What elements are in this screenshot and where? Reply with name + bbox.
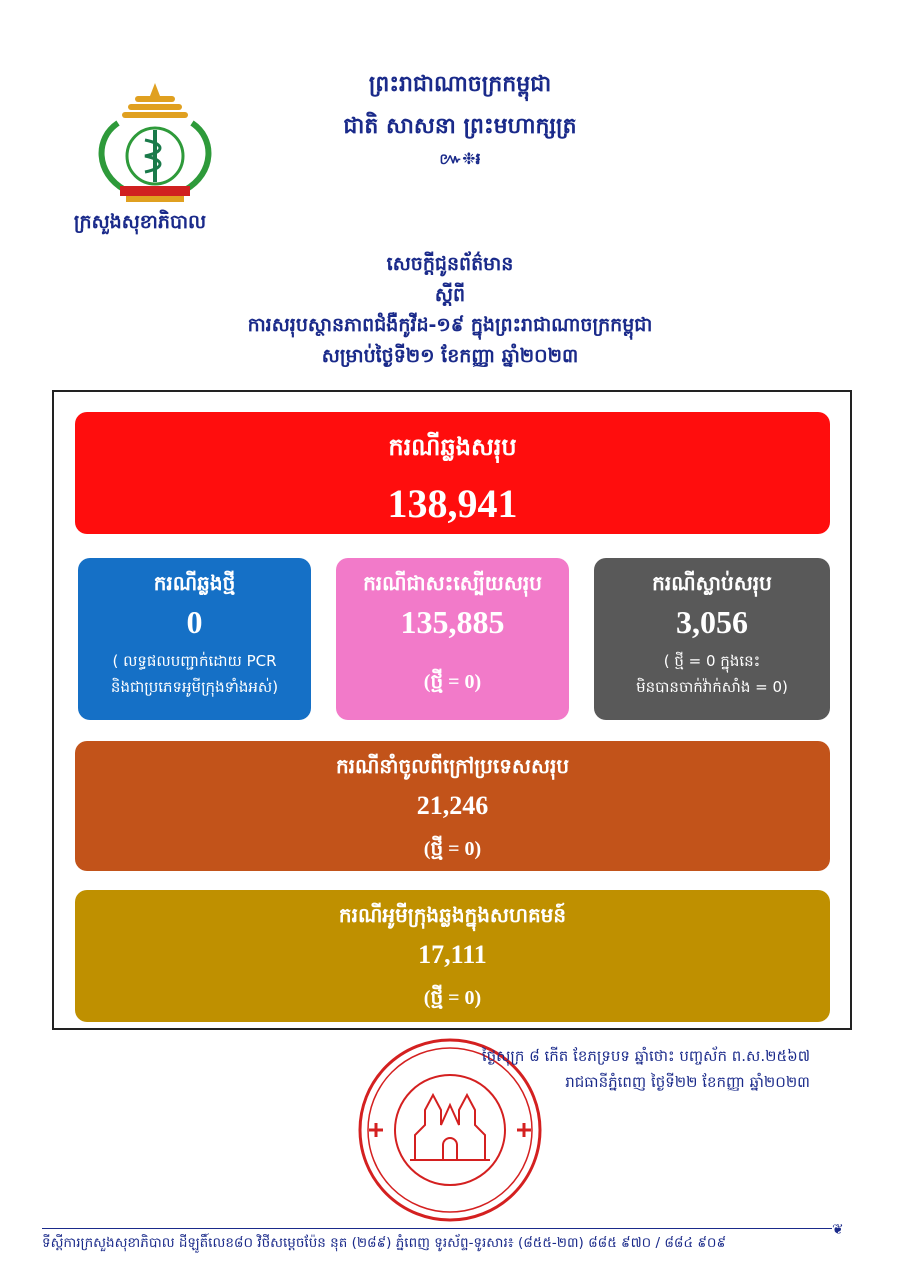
community-cases-card [75,890,830,1022]
solar-date: រាជធានីភ្នំពេញ ថ្ងៃទី២២ ខែកញ្ញា ឆ្នាំ២០២៣ [565,1073,810,1091]
imported-cases-label: ករណីនាំចូលពីក្រៅប្រទេសសរុប [335,754,570,778]
recovered-label: ករណីជាសះស្បើយសរុប [363,571,542,595]
new-cases-note [84,648,305,700]
recovered-new: (ថ្មី = 0) [423,671,482,693]
date-block [430,1043,810,1095]
ministry-name: ក្រសួងសុខាភិបាល [73,211,207,233]
community-cases-label: ករណីអូមីក្រុងឆ្លងក្នុងសហគមន៍ [338,903,567,927]
new-cases-note-line2: និងជាប្រភេទអូមីក្រុងទាំងអស់) [110,678,279,696]
community-cases-new: (ថ្មី = 0) [423,987,482,1009]
recovered-value: 135,885 [400,604,505,640]
title-subject: ការសរុបស្ថានភាពជំងឺកូវីដ-១៩ ក្នុងព្រះរាជាណាចក្រកម្ពុជា [247,314,653,336]
imported-cases-value: 21,246 [416,791,489,820]
community-cases-value: 17,111 [418,940,487,969]
deaths-label: ករណីស្លាប់សរុប [652,571,772,595]
new-cases-note-line1: ( លទ្ធផលបញ្ជាក់ដោយ PCR [112,652,277,670]
document-title: សេចក្ដីជូនព័ត៌មាន [386,253,514,275]
new-cases-label: ករណីឆ្លងថ្មី [153,571,236,595]
imported-cases-card [75,741,830,871]
deaths-note [600,648,824,700]
lunar-date: ថ្ងៃសុក្រ ៨ កើត ខែភទ្របទ ឆ្នាំថោះ បញ្ចស័ក ព.ស.២៥៦៧ [481,1047,810,1065]
deaths-note-line1: ( ថ្មី = 0 ក្នុងនេះ [663,652,761,670]
recovered-card [336,558,569,720]
ministry-logo-icon [80,78,230,208]
new-cases-value: 0 [186,604,203,640]
footer-address: ទីស្ដីការក្រសួងសុខាភិបាល ដីឡូតិ៍លេខ៨០ វិថីសម្ដេចប៉ែន នុត (២៨៩) ភ្នំពេញ ទូរស័ព្ទ-ទូរសារ៖ (៨៥៥-២៣) ៨៨៥ ៩៧០ / ៨៨៤ ៩០៩ [42,1235,727,1251]
ornament-divider: ៚❉៛ [439,149,481,168]
total-cases-label: ករណីឆ្លងសរុប [388,433,517,461]
footer-divider [42,1228,832,1229]
total-cases-card [75,412,830,534]
footer-ornament-icon: ❦ [832,1222,844,1238]
title-date: សម្រាប់ថ្ងៃទី២១ ខែកញ្ញា ឆ្នាំ២០២៣ [321,345,579,367]
deaths-value: 3,056 [676,604,748,640]
kingdom-heading: ព្រះរាជាណាចក្រកម្ពុជា [368,72,552,97]
national-motto: ជាតិ សាសនា ព្រះមហាក្សត្រ [343,114,577,139]
deaths-note-line2: មិនបានចាក់វ៉ាក់សាំង = 0) [636,678,788,696]
total-cases-value: 138,941 [387,481,518,526]
imported-cases-new: (ថ្មី = 0) [423,838,482,860]
title-about: ស្ដីពី [434,284,466,306]
new-cases-card [78,558,311,720]
deaths-card [594,558,830,720]
